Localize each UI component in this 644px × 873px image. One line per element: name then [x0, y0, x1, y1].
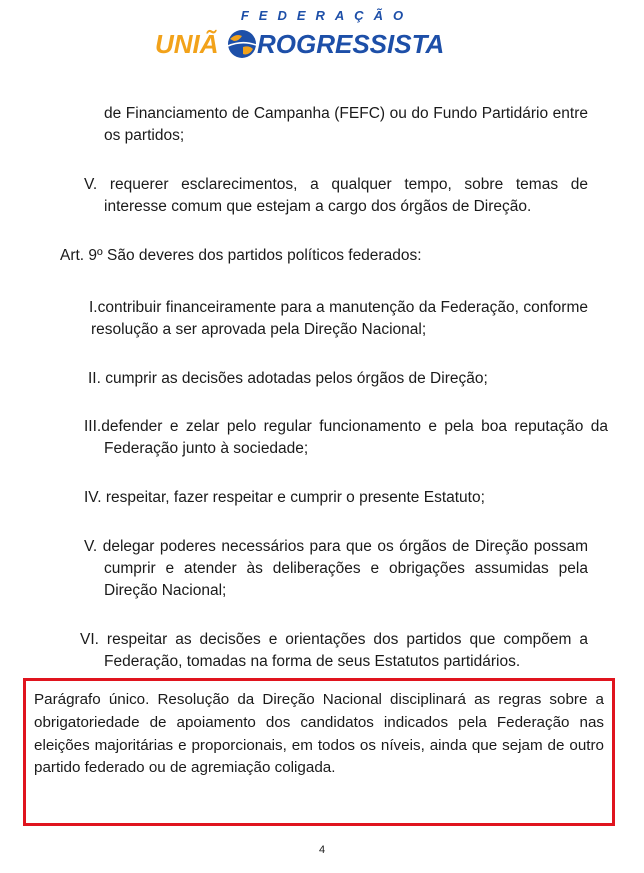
- list-item-vi: VI. respeitar as decisões e orientações dos partidos que compõem a Federação, tomadas na forma de seus Estatutos partidários.: [80, 631, 588, 670]
- item-v-previous: V. requerer esclarecimentos, a qualquer tempo, sobre temas de interesse comum que estejam a cargo dos órgãos de Direção.: [84, 176, 588, 215]
- article-9-heading: Art. 9º São deveres dos partidos políticos federados:: [60, 247, 422, 264]
- list-item-iv: IV. respeitar, fazer respeitar e cumprir o presente Estatuto;: [84, 489, 485, 506]
- logo-text-progressista: ROGRESSISTA: [257, 29, 445, 59]
- globe-logo-icon: [222, 27, 262, 61]
- logo: [0, 27, 644, 61]
- logo-text-uniao: UNIÃ: [155, 29, 219, 59]
- paragraph-continuation: de Financiamento de Campanha (FEFC) ou do Fundo Partidário entre os partidos;: [104, 105, 588, 144]
- header: [0, 8, 644, 61]
- list-item-v: V. delegar poderes necessários para que os órgãos de Direção possam cumprir e atender às deliberações e obrigações assumidas pela Direção Nacional;: [84, 538, 588, 599]
- federacao-title: FEDERAÇÃO: [240, 8, 414, 23]
- paragrafo-unico: Parágrafo único. Resolução da Direção Nacional disciplinará as regras sobre a obrigatoriedade de apoiamento dos candidatos indicados pela Federação nas eleições majoritárias e proporcionais, em todos os níveis, ainda que sejam de outro partido federado ou de agremiação coligada.: [34, 691, 604, 777]
- list-item-ii: II. cumprir as decisões adotadas pelos órgãos de Direção;: [88, 370, 488, 387]
- list-item-iii: III.defender e zelar pelo regular funcionamento e pela boa reputação da Federação junto à sociedade;: [84, 418, 608, 457]
- list-item-i: I.contribuir financeiramente para a manutenção da Federação, conforme resolução a ser aprovada pela Direção Nacional;: [89, 299, 588, 338]
- page-number: 4: [318, 844, 326, 856]
